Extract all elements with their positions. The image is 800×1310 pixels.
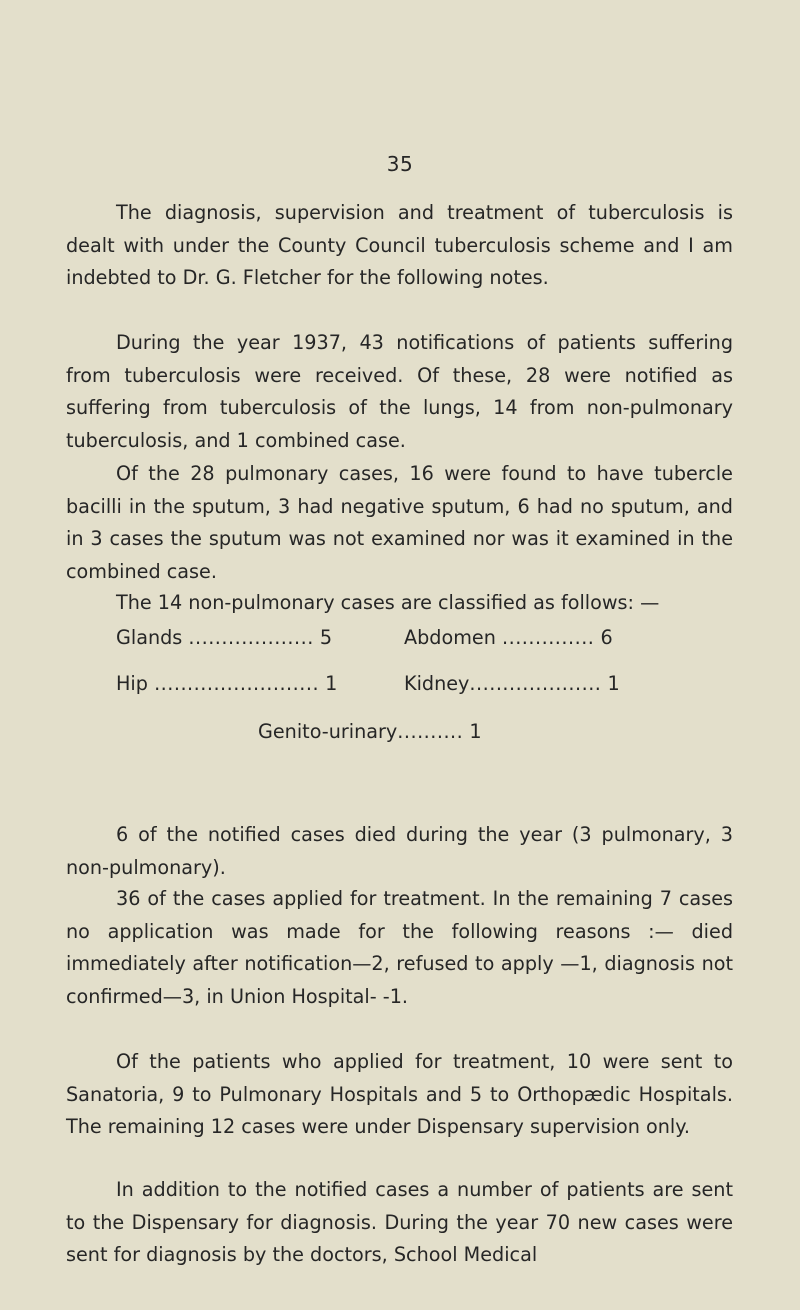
classification-value: 1 <box>325 672 338 695</box>
classification-label: Abdomen <box>404 626 496 649</box>
paragraph-referrals <box>66 1046 733 1144</box>
paragraph-deaths <box>66 819 733 884</box>
classification-value: 1 <box>607 672 620 695</box>
classification-abdomen <box>404 622 613 654</box>
paragraph-notifications <box>66 327 733 457</box>
paragraph-treatment-applications-text: 36 of the cases applied for treatment. In the remaining 7 cases no application was made for the following reasons :— died immediately after notification—2, refused to apply —1, diagnosis not confirmed—3, in Union Hospital- -1. <box>66 887 733 1008</box>
paragraph-dispensary-diagnosis <box>66 1174 733 1272</box>
classification-dots: ......................... <box>154 672 320 695</box>
classification-glands <box>116 622 332 654</box>
classification-value: 1 <box>469 720 482 743</box>
classification-dots: .......... <box>397 720 464 743</box>
classification-dots: .............. <box>502 626 595 649</box>
paragraph-non-pulmonary-intro-text: The 14 non-pulmonary cases are classified as follows: — <box>116 591 660 614</box>
classification-value: 5 <box>319 626 333 649</box>
classification-label: Hip <box>116 672 148 695</box>
paragraph-non-pulmonary-intro <box>66 587 733 620</box>
classification-value: 6 <box>600 626 613 649</box>
classification-dots: ................... <box>188 626 314 649</box>
paragraph-referrals-text: Of the patients who applied for treatment, 10 were sent to Sanatoria, 9 to Pulmonary Hospitals and 5 to Orthopædic Hospitals. The remaining 12 cases were under Dispensary supervision only. <box>66 1050 733 1139</box>
classification-kidney <box>404 668 620 700</box>
paragraph-treatment-applications <box>66 883 733 1013</box>
classification-label: Kidney <box>404 672 470 695</box>
paragraph-notifications-text: During the year 1937, 43 notifications of patients suffering from tuberculosis were received. Of these, 28 were notified as suffering from tuberculosis of the lungs, 14 from non-pulmonary tuberculosis, and 1 combined case. <box>66 331 733 452</box>
paragraph-pulmonary-cases <box>66 458 733 588</box>
paragraph-pulmonary-cases-text: Of the 28 pulmonary cases, 16 were found to have tubercle bacilli in the sputum, 3 had negative sputum, 6 had no sputum, and in 3 cases the sputum was not examined nor was it examined in the combined case. <box>66 462 733 583</box>
classification-label: Glands <box>116 626 183 649</box>
paragraph-dispensary-diagnosis-text: In addition to the notified cases a number of patients are sent to the Dispensary for diagnosis. During the year 70 new cases were sent for diagnosis by the doctors, School Medical <box>66 1178 733 1267</box>
paragraph-intro <box>66 197 733 295</box>
paragraph-deaths-text: 6 of the notified cases died during the year (3 pulmonary, 3 non-pulmonary). <box>66 823 733 879</box>
paragraph-intro-text: The diagnosis, supervision and treatment of tuberculosis is dealt with under the County Council tuberculosis scheme and I am indebted to Dr. G. Fletcher for the following notes. <box>66 201 733 290</box>
classification-label: Genito-urinary <box>258 720 398 743</box>
classification-genito-urinary <box>258 716 482 748</box>
classification-dots: .................... <box>469 672 602 695</box>
page-number: 35 <box>386 152 414 176</box>
classification-hip <box>116 668 337 700</box>
